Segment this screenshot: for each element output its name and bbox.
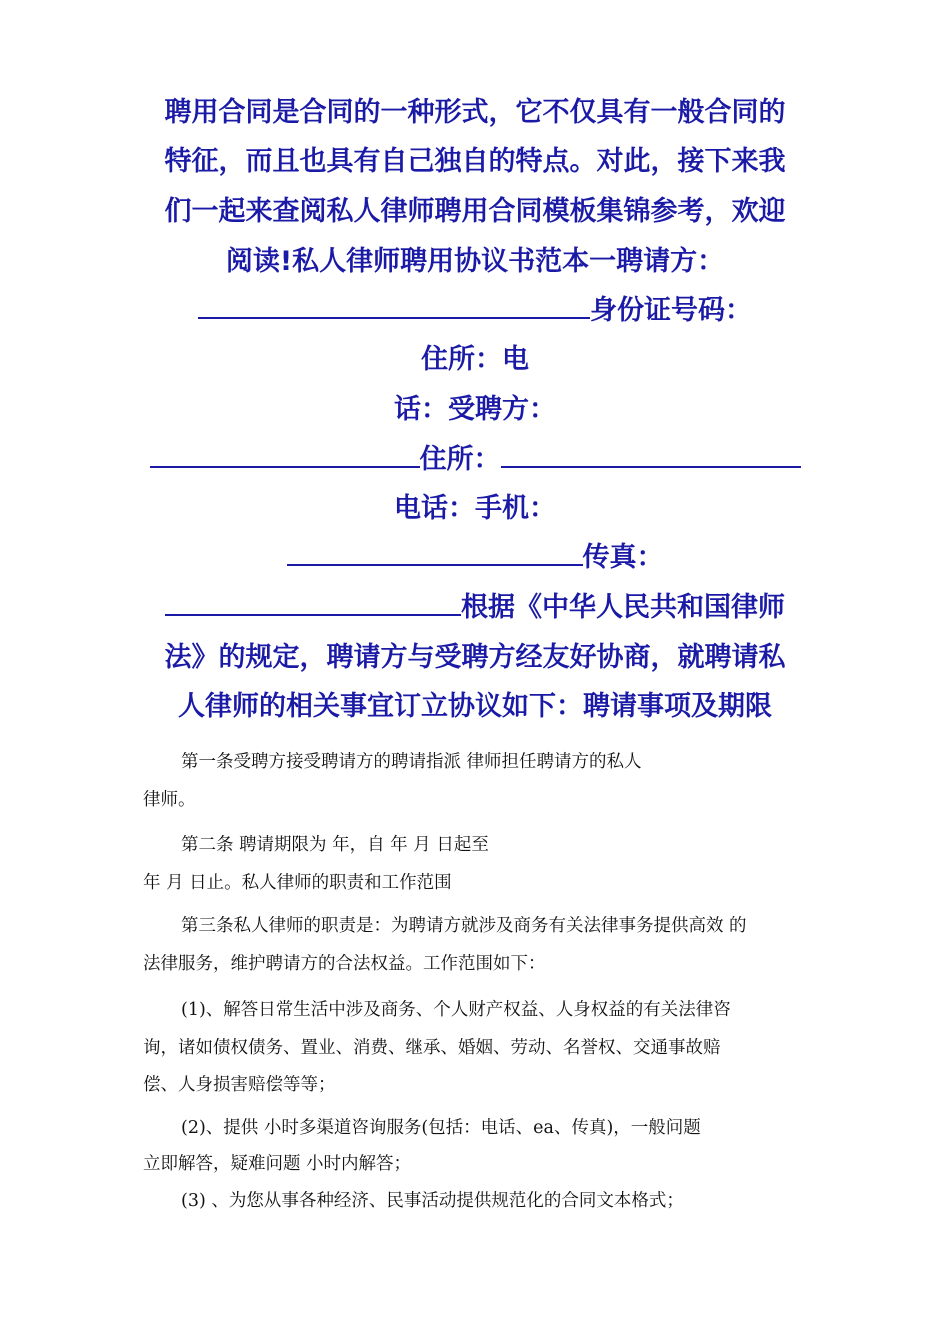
- basis-start: 根据《中华人民共和国律师: [461, 592, 785, 623]
- intro-line-4: 阅读!私人律师聘用协议书范本一聘请方：: [225, 246, 725, 277]
- fax-label: 传真：: [582, 542, 664, 573]
- blank-line: [501, 444, 801, 468]
- item-2-line-2: 立即解答，疑难问题 小时内解答；: [143, 1154, 412, 1174]
- item-2-line-1: (2)、提供 小时多渠道咨询服务(包括：电话、ea、传真)，一般问题: [181, 1118, 701, 1138]
- basis-row: [0, 591, 950, 625]
- blank-line: [287, 542, 583, 566]
- fax-row: [0, 541, 950, 575]
- address-row: [0, 443, 950, 477]
- article-2-line-1: 第二条 聘请期限为 年，自 年 月 日起至: [181, 835, 489, 855]
- basis-line-2: 法》的规定，聘请方与受聘方经友好协商，就聘请私: [164, 642, 786, 673]
- blank-line: [150, 444, 420, 468]
- address-label: 住所：: [419, 444, 501, 475]
- intro-line-1: 聘用合同是合同的一种形式，它不仅具有一般合同的: [164, 97, 786, 128]
- intro-line-2: 特征，而且也具有自己独自的特点。对此，接下来我: [164, 146, 786, 177]
- intro-line-3: 们一起来查阅私人律师聘用合同模板集锦参考，欢迎: [164, 196, 786, 227]
- item-3-line: (3) 、为您从事各种经济、民事活动提供规范化的合同文本格式；: [181, 1191, 684, 1211]
- basis-line-3: 人律师的相关事宜订立协议如下：聘请事项及期限: [178, 691, 772, 722]
- address-phone-line: 住所：电: [421, 344, 529, 375]
- item-1-line-2: 询，诸如债权债务、置业、消费、继承、婚姻、劳动、名誉权、交通事故赔: [143, 1038, 721, 1058]
- phone-engaged-line: 话：受聘方：: [394, 394, 556, 425]
- article-3-line-2: 法律服务，维护聘请方的合法权益。工作范围如下：: [143, 954, 546, 974]
- item-1-line-3: 偿、人身损害赔偿等等；: [143, 1075, 336, 1095]
- article-1-line-1: 第一条受聘方接受聘请方的聘请指派 律师担任聘请方的私人: [181, 752, 642, 772]
- id-number-label: 身份证号码：: [590, 295, 752, 326]
- blank-line: [165, 592, 461, 616]
- phone-mobile-line: 电话：手机：: [394, 493, 556, 524]
- article-1-line-2: 律师。: [143, 790, 196, 810]
- article-2-line-2: 年 月 日止。私人律师的职责和工作范围: [143, 873, 452, 893]
- blank-line: [198, 295, 590, 319]
- id-number-row: [0, 294, 950, 328]
- article-3-line-1: 第三条私人律师的职责是：为聘请方就涉及商务有关法律事务提供高效 的: [181, 916, 747, 936]
- item-1-line-1: (1)、解答日常生活中涉及商务、个人财产权益、人身权益的有关法律咨: [181, 1000, 731, 1020]
